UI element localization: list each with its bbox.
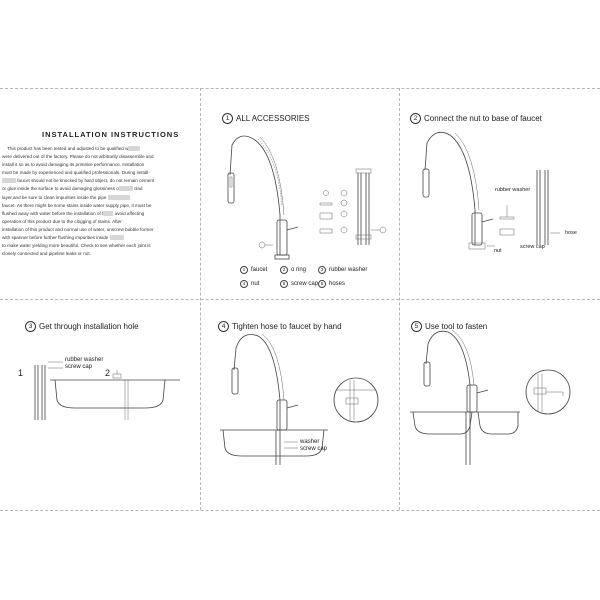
instructions-line: This product has been tested and adjusted to be qualified w: [2, 145, 194, 153]
label-washer-4: washer: [300, 439, 320, 445]
legend-hoses: 6 hoses: [318, 280, 345, 288]
instructions-line: installation of this product and normal use of water, unscrew bubble former: [2, 226, 154, 232]
instructions-line: layer,and be sure to clean impurities inside the pipe: [2, 194, 194, 202]
instructions-title: INSTALLATION INSTRUCTIONS: [42, 130, 180, 139]
step-number: 1: [222, 113, 233, 124]
panel-3-title: 3 Get through installation hole: [25, 321, 139, 332]
label-rubber-washer: rubber washer: [495, 187, 531, 193]
instructions-line: faucet should not be knocked by hard object, do not remain cement: [2, 177, 194, 185]
faucet-diagram-1: [220, 125, 400, 265]
panel-1-title: 1 ALL ACCESSORIES: [222, 113, 310, 124]
faucet-diagram-2: [415, 125, 595, 265]
instructions-line: operation of this product due to the clogging of stains. After: [2, 218, 122, 224]
divider-horizontal-bottom: [0, 510, 600, 511]
step-number: 5: [411, 321, 422, 332]
instructions-body: [2, 145, 194, 258]
label-hose: hose: [565, 230, 577, 236]
instructions-line: closely connected and pipeline leaks or not.: [2, 251, 91, 257]
label-screw-cap-3: screw cap: [65, 364, 93, 370]
panel-5-title: 5 Use tool to fasten: [411, 321, 487, 332]
step-1-label: 1: [18, 368, 24, 378]
instructions-line: faucet. As there might be some stains inside water supply pipe, it must be: [2, 202, 152, 208]
step-number: 3: [25, 321, 36, 332]
legend-faucet: 1 faucet: [240, 266, 267, 274]
label-nut: nut: [494, 248, 502, 254]
faucet-diagram-5: [408, 330, 598, 470]
instructions-line: were delivered out of the factory. Please do not arbitrarily disassemble and: [2, 154, 154, 160]
instructions-line: or glue inside the surface to avoid damaging glossiness o clad: [2, 186, 143, 192]
divider-horizontal-middle: [0, 299, 600, 300]
label-screw-cap: screw cap: [520, 244, 545, 250]
legend-screw-cap: 5 screw cap: [280, 280, 318, 288]
step-number: 4: [218, 321, 229, 332]
panel-4-title: 4 Tighten hose to faucet by hand: [218, 321, 342, 332]
instructions-line: to make water yielding more beautiful. Check to see whether each joint is: [2, 243, 151, 249]
instructions-line: with spanner before further flushing impurities inside: [2, 234, 194, 242]
legend-nut: 4 nut: [240, 280, 259, 288]
instructions-line: must be made by experienced and qualified professionals. During install-: [2, 170, 150, 176]
instructions-line: flushed away with water before the installation of f avoid affecting: [2, 210, 145, 216]
instructions-line: install it so as to avoid damaging its primitive performance. Installation: [2, 162, 145, 168]
step-number: 2: [410, 113, 421, 124]
legend-o-ring: 2 o ring: [280, 266, 306, 274]
panel-2-title: 2 Connect the nut to base of faucet: [410, 113, 542, 124]
step-2-label: 2: [105, 368, 111, 378]
divider-vertical-left: [200, 88, 201, 510]
legend-rubber-washer: 3 rubber washer: [318, 266, 367, 274]
label-screw-cap-4: screw cap: [300, 446, 328, 452]
divider-horizontal-top: [0, 88, 600, 89]
label-rubber-washer-3: rubber washer: [65, 357, 104, 363]
